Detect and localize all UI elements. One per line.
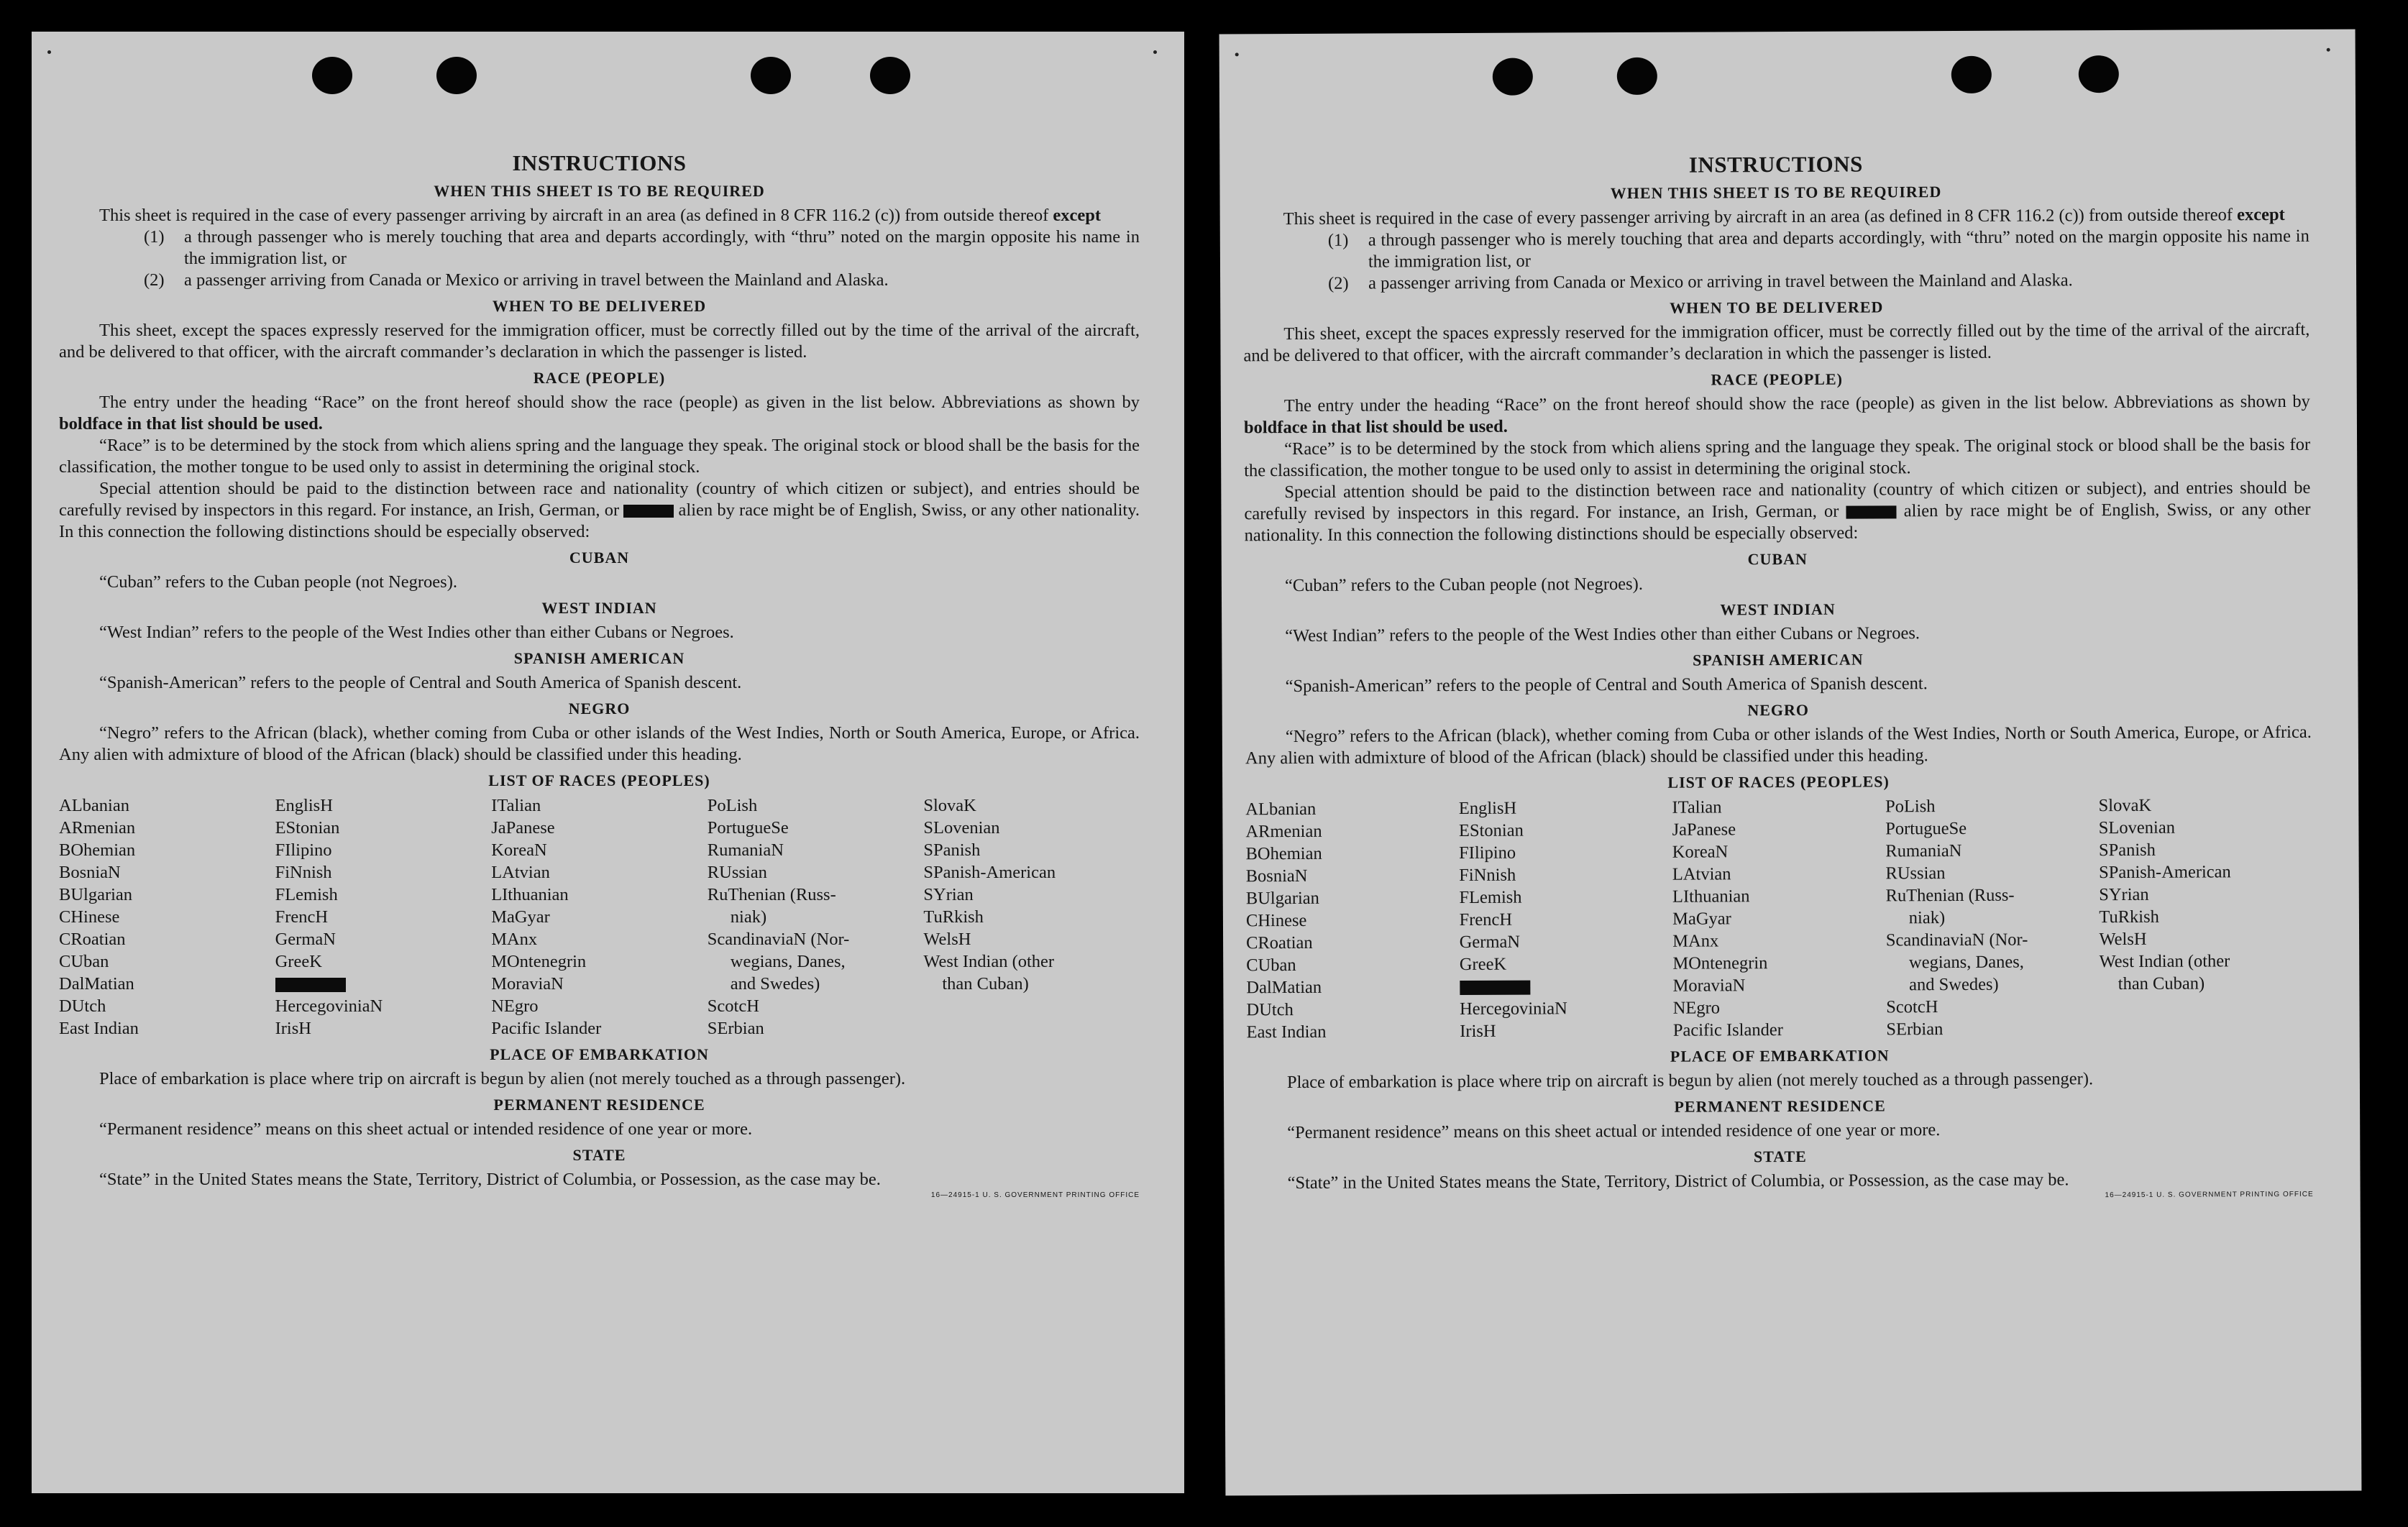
race-entry: SPanish-American [2098,862,2231,883]
exception-item: (1) a through passenger who is merely touching that area and departs accordingly, with “thru” noted on the margin opposite his name in the immigration list, or [1327,226,2309,272]
race-entry: PoLish [707,796,758,815]
race-entry: RUssian [1885,863,1946,884]
race-entry: JaPanese [491,818,555,838]
section-heading-race: RACE (PEOPLE) [533,369,666,387]
race-entry: ITalian [1672,797,1722,817]
race-list-heading: LIST OF RACES (PEOPLES) [1667,772,1890,792]
speck [1235,52,1239,56]
race-entry: FiNnish [1459,865,1516,886]
race-entry: SErbian [1886,1019,1944,1040]
spanish-american-text: “Spanish-American” refers to the people of Central and South America of Spanish descent. [99,673,742,692]
race-entry: MaGyar [491,907,550,927]
race-entry: PortugueSe [1885,818,1967,839]
instructions-title: INSTRUCTIONS [512,150,687,175]
race-column [1885,794,2100,1040]
spanish-american-text: “Spanish-American” refers to the people of Central and South America of Spanish descent. [1285,674,1928,697]
race-list [1245,794,2312,1043]
when-delivered-text: This sheet, except the spaces expressly reserved for the immigration officer, must be correctly filled out by the time of the arrival of the aircraft, and be delivered to that officer, with the aircraft commander’s declaration in which the passenger is listed. [59,321,1140,362]
redaction-bar [275,978,346,992]
race-entry: LIthuanian [491,885,569,904]
race-entry: SErbian [707,1019,764,1038]
instructions-title: INSTRUCTIONS [1688,151,1863,178]
race-entry: CHinese [1245,910,1307,931]
race-entry: SYrian [923,885,974,904]
race-entry: HercegoviniaN [1460,999,1567,1019]
printing-office-code: 16—24915-1 U. S. GOVERNMENT PRINTING OFFICE [930,1191,1140,1199]
race-entry: BOhemian [59,840,136,860]
race-entry: BOhemian [1245,843,1322,864]
race-entry: than Cuban) [2118,973,2205,994]
section-heading-state: STATE [572,1146,626,1164]
race-paragraph-2: “Race” is to be determined by the stock from which aliens spring and the language they speak. The original stock or blood shall be the basis for the classification, the mother tongue to be used only to assist in determining the original stock. [59,436,1140,477]
negro-text: “Negro” refers to the African (black), whether coming from Cuba or other islands of the West Indies, North or South America, Europe, or Africa. Any alien with admixture of blood of the African (black) should be classified under this heading. [1245,722,2312,769]
race-entry: SlovaK [2098,795,2152,816]
race-column [1245,797,1460,1043]
binder-hole [1951,56,1992,93]
race-entry: FrencH [275,907,329,927]
west-indian-text: “West Indian” refers to the people of the West Indies other than either Cubans or Negroes. [99,623,734,642]
race-entry: GermaN [1459,932,1521,953]
race-column [1459,797,1673,1042]
section-heading-west-indian: WEST INDIAN [541,599,657,617]
race-entry: East Indian [59,1019,139,1038]
race-entry: EnglisH [275,796,333,815]
exception-item: (1) a through passenger who is merely touching that area and departs accordingly, with “thru” noted on the margin opposite his name in the immigration list, or [144,227,1140,268]
race-entry: than Cuban) [942,974,1029,994]
residence-text: “Permanent residence” means on this sheet actual or intended residence of one year or more. [99,1119,753,1139]
race-entry: MoraviaN [491,974,564,994]
race-column [275,794,492,1040]
exception-item: (2) a passenger arriving from Canada or Mexico or arriving in travel between the Mainland and Alaska. [144,270,889,290]
section-heading-race: RACE (PEOPLE) [1711,370,1843,389]
section-heading-state: STATE [1753,1147,1807,1166]
race-entry: niak) [1908,908,1946,928]
race-column [923,794,1140,1040]
race-entry: niak) [730,907,767,927]
race-entry: ARmenian [59,818,136,838]
race-entry: WelsH [2099,929,2147,950]
section-heading-spanish-american: SPANISH AMERICAN [1693,650,1864,669]
cuban-text: “Cuban” refers to the Cuban people (not Negroes). [99,572,457,592]
race-entry: HercegoviniaN [275,996,383,1016]
race-entry: GermaN [275,930,336,949]
embarkation-text: Place of embarkation is place where trip on aircraft is begun by alien (not merely touched as a through passenger). [1286,1069,2094,1093]
race-entry: EStonian [1458,820,1524,841]
section-heading-spanish-american: SPANISH AMERICAN [513,649,685,667]
when-required-intro: This sheet is required in the case of every passenger arriving by aircraft in an area (as defined in 8 CFR 116.2 (c)) from outside thereof except [1283,204,2285,229]
race-entry: Pacific Islander [491,1019,602,1038]
race-entry: West Indian (other [923,952,1055,971]
race-entry: TuRkish [923,907,984,927]
race-entry: LAtvian [1672,864,1731,884]
race-entry: SYrian [2099,884,2149,905]
race-list [59,794,1140,1040]
section-heading-embarkation: PLACE OF EMBARKATION [490,1045,709,1063]
race-entry: ScotcH [707,996,759,1016]
embarkation-text: Place of embarkation is place where trip on aircraft is begun by alien (not merely touched as a through passenger). [99,1069,906,1088]
race-entry: wegians, Danes, [730,952,846,971]
negro-text: “Negro” refers to the African (black), whether coming from Cuba or other islands of the West Indies, North or South America, Europe, or Africa. Any alien with admixture of blood of the African (black) should be classified under this heading. [59,723,1140,764]
race-column [2099,794,2313,1040]
race-column [708,794,924,1040]
race-entry: wegians, Danes, [1908,952,2024,973]
race-column [491,794,708,1040]
race-entry: and Swedes) [1909,974,1999,995]
binder-hole [1617,58,1657,95]
race-entry: SPanish [923,840,981,860]
binder-hole [2079,55,2119,93]
exception-item: (2) a passenger arriving from Canada or Mexico or arriving in travel between the Mainland and Alaska. [1328,270,2073,293]
race-entry: CHinese [59,907,120,927]
race-entry: LIthuanian [1672,886,1750,907]
document-page-right [1219,29,2362,1496]
when-delivered-text: This sheet, except the spaces expressly reserved for the immigration officer, must be correctly filled out by the time of the arrival of the aircraft, and be delivered to that officer, with the aircraft commander’s declaration in which the passenger is listed. [1243,319,2310,366]
document-page-left [32,32,1184,1493]
section-heading-negro: NEGRO [568,700,631,717]
race-entry: CUban [59,952,109,971]
race-paragraph-3: Special attention should be paid to the distinction between race and nationality (country of which citizen or subject), and entries should be carefully revised by inspectors in this regard. For instance, an Irish, German, or alien by race might be of English, Swiss, or any other nationality. In this connection the following distinctions should be especially observed: [1244,477,2311,546]
race-entry: SlovaK [923,796,976,815]
race-entry: FiNnish [275,863,332,882]
state-text: “State” in the United States means the State, Territory, District of Columbia, or Possession, as the case may be. [1287,1170,2069,1193]
section-heading-when-delivered: WHEN TO BE DELIVERED [1670,298,1884,317]
race-entry: SPanish [2098,840,2156,861]
race-entry: MOntenegrin [491,952,587,971]
redaction-bar [623,505,674,518]
race-entry: ALbanian [1245,799,1317,820]
race-entry: ITalian [491,796,541,815]
race-entry: FIlipino [275,840,332,860]
race-entry: SLovenian [923,818,1000,838]
race-entry: ARmenian [1245,821,1322,842]
binder-hole [870,57,910,94]
printing-office-code: 16—24915-1 U. S. GOVERNMENT PRINTING OFFICE [2105,1190,2314,1200]
race-list-heading: LIST OF RACES (PEOPLES) [488,771,710,789]
race-entry: DUtch [1246,1000,1294,1020]
race-entry-redacted [275,973,492,995]
binder-hole [436,57,477,94]
race-entry: WelsH [923,930,971,949]
race-entry: IrisH [275,1019,311,1038]
section-heading-when-required: WHEN THIS SHEET IS TO BE REQUIRED [434,182,765,200]
race-entry: RuThenian (Russ- [1885,885,2015,906]
race-entry: DalMatian [59,974,134,994]
race-entry: FIlipino [1459,843,1516,863]
race-entry: and Swedes) [730,974,820,994]
speck [47,50,51,54]
race-entry: East Indian [1246,1022,1327,1042]
race-entry: BosniaN [1245,866,1308,886]
redaction-bar [1846,506,1897,519]
race-entry: SLovenian [2098,817,2175,838]
race-entry: NEgro [491,996,539,1016]
race-entry: TuRkish [2099,907,2159,927]
cuban-text: “Cuban” refers to the Cuban people (not Negroes). [1284,574,1643,596]
race-entry-redacted [1460,975,1673,998]
race-entry: GreeK [275,952,322,971]
race-entry: KoreaN [1672,842,1729,862]
when-required-intro: This sheet is required in the case of every passenger arriving by aircraft in an area (as defined in 8 CFR 116.2 (c)) from outside thereof except [99,206,1102,225]
race-entry: ScandinaviaN (Nor- [1885,930,2028,950]
race-entry: MOntenegrin [1672,953,1768,973]
race-entry: DUtch [59,996,106,1016]
race-entry: ALbanian [59,796,129,815]
race-entry: CRoatian [59,930,126,949]
race-entry: MAnx [1672,931,1719,951]
race-entry: DalMatian [1246,977,1322,998]
race-entry: MoraviaN [1672,976,1746,996]
race-paragraph-2: “Race” is to be determined by the stock from which aliens spring and the language they speak. The original stock or blood shall be the basis for the classification, the mother tongue to be used only to assist in determining the original stock. [1244,434,2311,481]
binder-hole [751,57,791,94]
redaction-bar [1460,981,1530,995]
race-entry: LAtvian [491,863,550,882]
race-column [1672,795,1886,1041]
state-text: “State” in the United States means the State, Territory, District of Columbia, or Possession, as the case may be. [99,1170,881,1189]
race-entry: BUlgarian [59,885,133,904]
race-entry: RuThenian (Russ- [707,885,836,904]
race-entry: BosniaN [59,863,121,882]
section-heading-cuban: CUBAN [569,549,630,567]
residence-text: “Permanent residence” means on this sheet actual or intended residence of one year or more. [1287,1120,1941,1143]
race-paragraph-3: Special attention should be paid to the distinction between race and nationality (country of which citizen or subject), and entries should be carefully revised by inspectors in this regard. For instance, an Irish, German, or alien by race might be of English, Swiss, or any other nationality. In this connection the following distinctions should be especially observed: [59,479,1140,541]
section-heading-embarkation: PLACE OF EMBARKATION [1670,1046,1890,1065]
race-entry: FLemish [275,885,338,904]
section-heading-cuban: CUBAN [1747,549,1808,569]
race-column [59,794,275,1040]
race-entry: EStonian [275,818,340,838]
section-heading-residence: PERMANENT RESIDENCE [493,1096,705,1114]
section-heading-negro: NEGRO [1747,700,1810,720]
race-entry: RUssian [707,863,767,882]
race-entry: IrisH [1460,1021,1496,1042]
race-entry: Pacific Islander [1672,1020,1783,1040]
section-heading-residence: PERMANENT RESIDENCE [1674,1096,1886,1116]
race-paragraph-1: The entry under the heading “Race” on the front hereof should show the race (people) as given in the list below. Abbreviations as shown by boldface in that list should be used. [1243,391,2310,438]
section-heading-west-indian: WEST INDIAN [1720,600,1836,619]
race-entry: SPanish-American [923,863,1056,882]
west-indian-text: “West Indian” refers to the people of the West Indies other than either Cubans or Negroes. [1285,623,1921,646]
race-entry: ScandinaviaN (Nor- [707,930,850,949]
race-entry: PortugueSe [707,818,789,838]
binder-hole [1493,58,1533,96]
section-heading-when-required: WHEN THIS SHEET IS TO BE REQUIRED [1610,183,1942,203]
race-entry: KoreaN [491,840,547,860]
race-entry: RumaniaN [707,840,784,860]
race-entry: FrencH [1459,909,1513,930]
race-entry: GreeK [1459,954,1507,975]
race-entry: NEgro [1672,998,1721,1018]
race-entry: FLemish [1459,887,1522,908]
section-heading-when-delivered: WHEN TO BE DELIVERED [492,297,707,315]
race-entry: CRoatian [1246,932,1313,953]
race-entry: RumaniaN [1885,840,1962,861]
race-entry: MAnx [491,930,538,949]
race-entry: ScotcH [1886,997,1938,1017]
race-entry: CUban [1246,955,1296,976]
race-entry: MaGyar [1672,909,1731,929]
race-entry: PoLish [1885,797,1936,817]
race-entry: BUlgarian [1245,888,1319,909]
binder-hole [312,57,352,94]
race-entry: EnglisH [1458,798,1517,819]
speck [1153,50,1157,54]
race-paragraph-1: The entry under the heading “Race” on the front hereof should show the race (people) as given in the list below. Abbreviations as shown by boldface in that list should be used. [59,393,1140,434]
speck [2327,48,2330,52]
race-entry: JaPanese [1672,820,1736,840]
race-entry: West Indian (other [2099,951,2230,972]
